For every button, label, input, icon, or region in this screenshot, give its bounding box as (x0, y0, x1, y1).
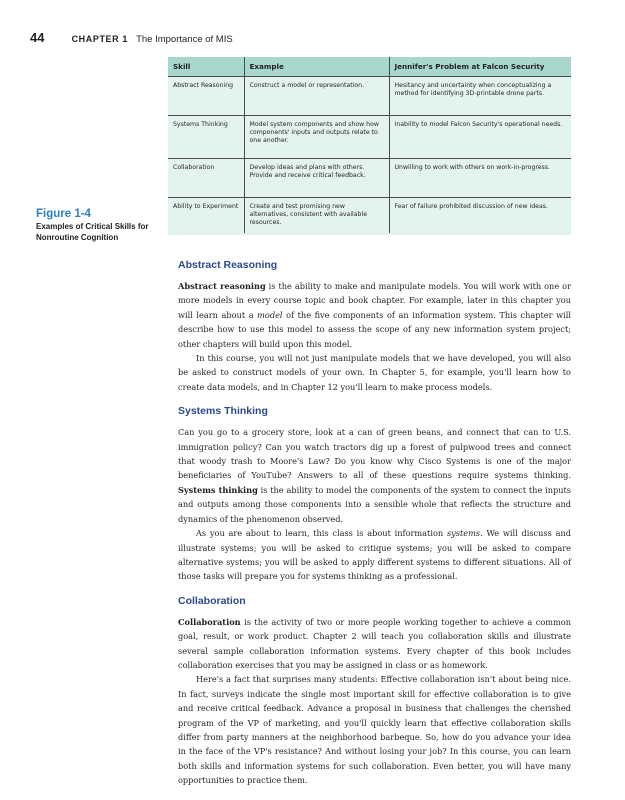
figure-caption (36, 208, 166, 243)
chapter-label: CHAPTER 1 (71, 34, 128, 44)
key-term: Systems thinking (178, 484, 258, 495)
figure-number: Figure 1-4 (36, 208, 91, 220)
cell-problem: Hesitancy and uncertainty when conceptualizing a method for identifying 3D-printable drone parts. (389, 77, 571, 116)
paragraph: Can you go to a grocery store, look at a can of green beans, and connect that can to U.S. immigration policy? Can you watch tractors dig up a forest of pulpwood trees and connect that woody trash to Moore's Law? Do you know why Cisco Systems is one of the major beneficiaries of YouTube? Answers to all of these questions require systems thinking. Systems thinking is the ability to model the components of the system to connect the inputs and outputs among those components into a sensible whole that reflects the structure and dynamics of the phenomenon observed. (178, 427, 571, 524)
column-header-skill: Skill (168, 57, 244, 77)
paragraph: In this course, you will not just manipulate models that we have developed, you will also be asked to construct models of your own. In Chapter 5, for example, you'll learn how to create data models, and in Chapter 12 you'll learn to make process models. (178, 353, 571, 392)
cell-example: Develop ideas and plans with others. Provide and receive critical feedback. (244, 159, 389, 198)
figure-caption-text: Examples of Critical Skills for Nonroutine Cognition (36, 222, 149, 242)
cell-skill: Systems Thinking (168, 116, 244, 159)
paragraph: Here's a fact that surprises many students: Effective collaboration isn't about being nice. In fact, surveys indicate the single most important skill for effective collaboration is to give and receive critical feedback. Advance a proposal in business that challenges the cherished program of the VP of marketing, and you'll quickly learn that effective collaboration skills differ from party manners at the neighborhood barbeque. So, how do you advance your idea in the face of the VP's resistance? And without losing your job? In this course, you can learn both skills and information systems for such collaboration. Even better, you will have many opportunities to practice them. (178, 674, 571, 786)
table-header-row (168, 57, 571, 77)
cell-problem: Inability to model Falcon Security's operational needs. (389, 116, 571, 159)
section-heading-systems-thinking: Systems Thinking (178, 405, 268, 418)
cell-problem: Fear of failure prohibited discussion of new ideas. (389, 198, 571, 234)
cell-skill: Abstract Reasoning (168, 77, 244, 116)
cell-skill: Collaboration (168, 159, 244, 198)
paragraph: As you are about to learn, this class is about information systems. We will discuss and illustrate systems; you will be asked to critique systems; you will be asked to compare alternative systems; you will be asked to apply different systems to different situations. All of those tasks will prepare you for systems thinking as a professional. (178, 528, 571, 582)
section-heading-abstract-reasoning: Abstract Reasoning (178, 259, 278, 271)
section-heading-collaboration: Collaboration (178, 594, 246, 607)
key-term: Collaboration (178, 616, 241, 627)
paragraph: Collaboration is the activity of two or more people working together to achieve a common goal, result, or work product. Chapter 2 will teach you collaboration skills and illustrate several sample collaboration information systems. Every chapter of this book includes collaboration exercises that you may be assigned in class or as homework. (178, 616, 571, 670)
skills-table (168, 57, 571, 235)
column-header-problem: Jennifer's Problem at Falcon Security (389, 57, 571, 77)
column-header-example: Example (244, 57, 389, 77)
table-row (168, 198, 571, 234)
key-term: Abstract reasoning (178, 281, 266, 291)
cell-example: Model system components and show how components' inputs and outputs relate to one another. (244, 116, 389, 159)
body-text (178, 257, 571, 788)
cell-skill: Ability to Experiment (168, 198, 244, 234)
cell-example: Create and test promising new alternatives, consistent with available resources. (244, 198, 389, 234)
paragraph: Abstract reasoning is the ability to make and manipulate models. You will work with one or more models in every course topic and book chapter. For example, later in this chapter you will learn about a model of the five components of an information system. This chapter will describe how to use this model to assess the scope of any new information system project; other chapters will build upon this model. (178, 281, 571, 349)
cell-example: Construct a model or representation. (244, 77, 389, 116)
table-row (168, 77, 571, 116)
table-row (168, 159, 571, 198)
table-row (168, 116, 571, 159)
chapter-title: The Importance of MIS (136, 34, 233, 45)
page-number: 44 (30, 30, 45, 45)
running-head (30, 27, 233, 43)
cell-problem: Unwilling to work with others on work-in-progress. (389, 159, 571, 198)
